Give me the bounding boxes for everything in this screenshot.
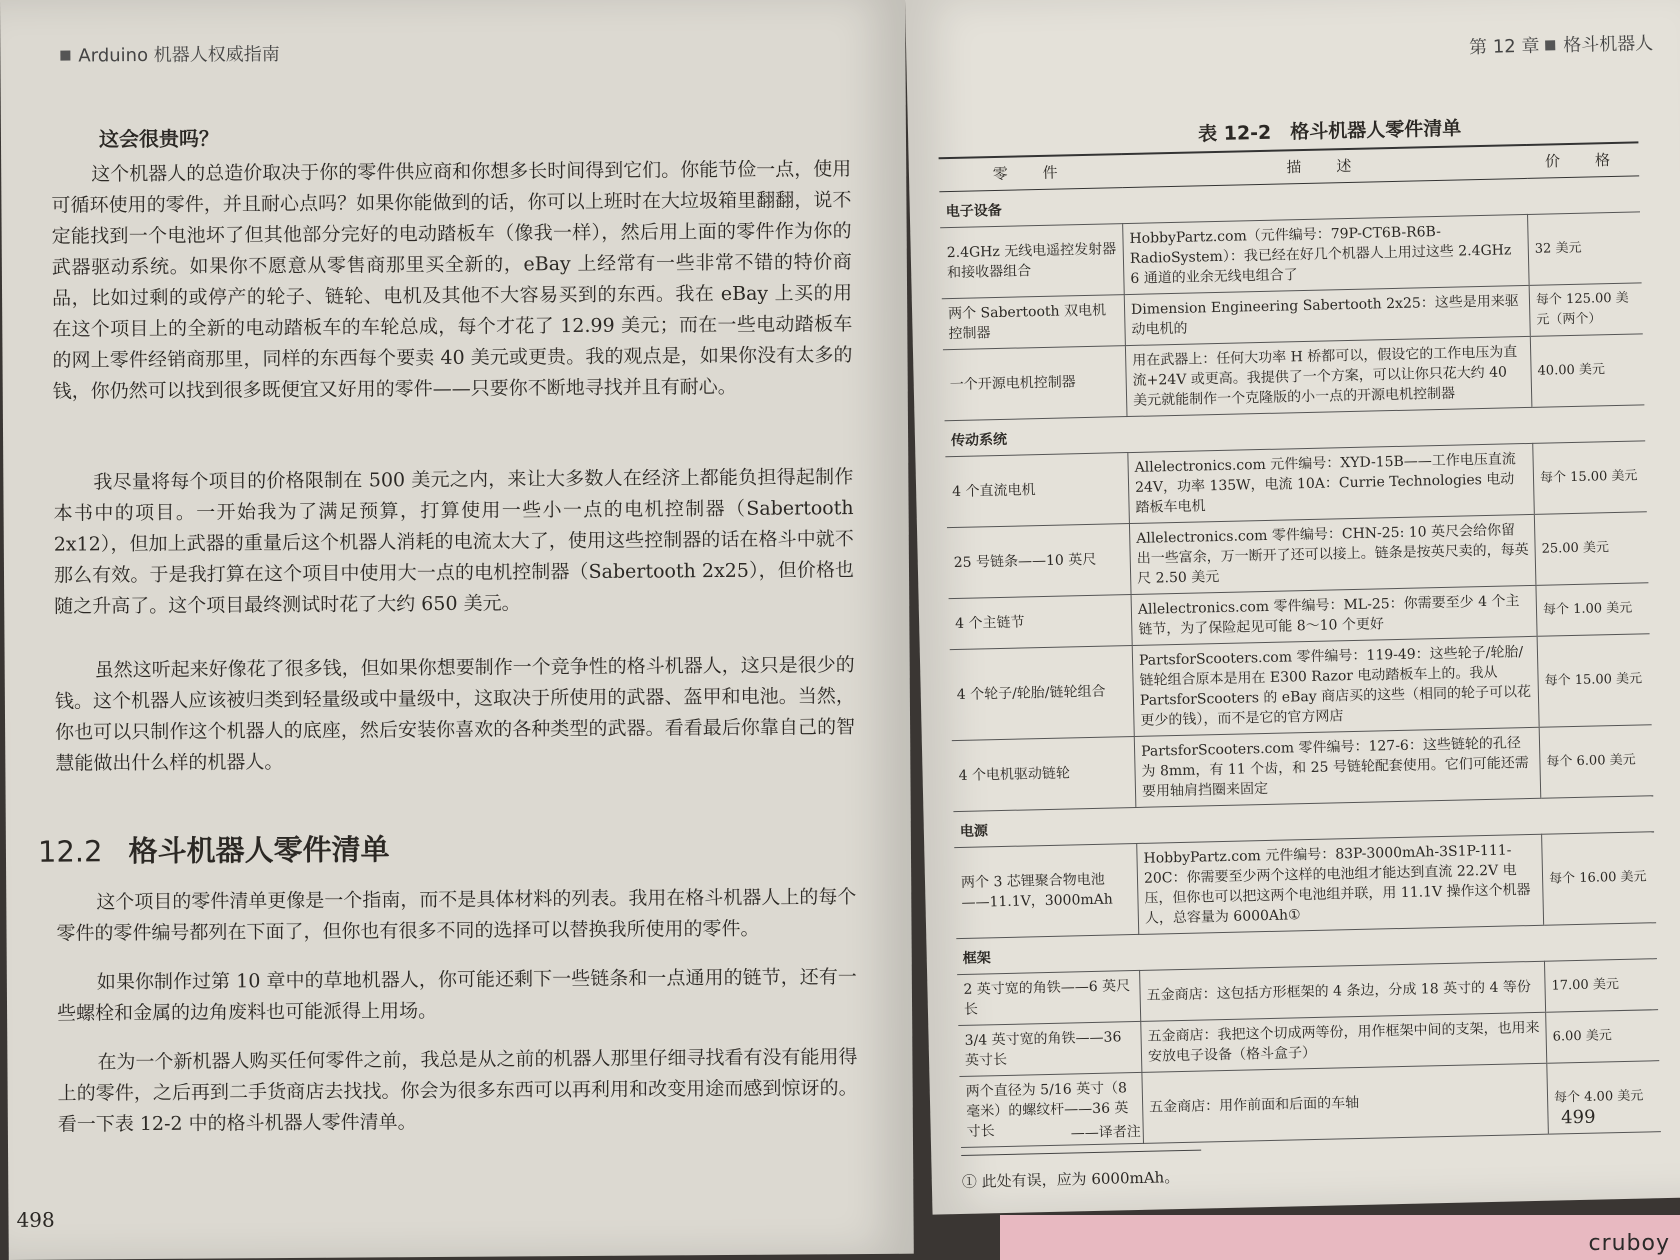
header-part: 零 件 [939,154,1122,192]
price-cell: 40.00 美元 [1530,334,1644,408]
price-cell: 每个 15.00 美元 [1537,634,1652,728]
price-cell: 32 美元 [1528,212,1642,286]
price-cell: 每个 4.00 美元 [1547,1061,1661,1135]
price-cell: 每个 125.00 美元（两个） [1529,283,1643,337]
part-cell: 4 个直流电机 [945,453,1129,528]
parts-table [939,141,1661,1148]
desc-cell: PartsforScooters.com 零件编号：127-6：这些链轮的孔径为 8mm，有 11 个齿，和 25 号链轮配套使用。它们可能还需要用轴肩挡圈来固定 [1134,727,1541,807]
desc-cell: Allelectronics.com 零件编号：CHN-25: 10 英尺会给你留出一些富余，万一断开了还可以接上。链条是按英尺卖的，每英尺 2.50 美元 [1129,514,1536,594]
footnote-rule [961,1150,1201,1156]
price-cell: 25.00 美元 [1534,512,1648,586]
category-label: 电子设备 [939,176,1640,228]
price-cell: 6.00 美元 [1546,1010,1660,1064]
paragraph: 在为一个新机器人购买任何零件之前，我总是从之前的机器人那里仔细寻找看有没有能用得上的零件，之后再到二手货商店去找找。你会为很多东西可以再利用和改变用途而感到惊讶的。看一下表 12-2 中的格斗机器人零件清单。 [57,1046,858,1136]
desc-cell: 五金商店：我把这个切成两等份，用作框架中间的支架，也用来安放电子设备（格斗盒子） [1141,1012,1547,1072]
table-row [959,1061,1660,1148]
desc-cell: 用在武器上：任何大功率 H 桥都可以，假设它的工作电压为直流+24V 或更高。我提供了一个方案，可以让你只花大约 40 美元就能制作一个克隆版的小一点的开源电机控制器 [1125,336,1532,416]
page-number: 498 [16,1207,55,1232]
part-cell: 一个开源电机控制器 [943,346,1127,421]
watermark: cruboy [1588,1231,1670,1256]
right-page [905,0,1680,1215]
paragraph: 我尽量将每个项目的价格限制在 500 美元之内，来让大多数人在经济上都能负担得起制作本书中的项目。一开始我为了满足预算，打算使用一些小一点的电机控制器（Sabertooth 2x12），但加上武器的重量后这个机器人消耗的电流太大了，使用这些控制器的话在格斗中就不那么有效。于是我打算在这个项目中使用大一点的电机控制器（Sabertooth 2x25），但价格也随之升高了。这个项目最终测试时花了大约 650 美元。 [53,466,855,618]
category-label: 传动系统 [945,405,1646,457]
page-number: 499 [1560,1106,1596,1129]
translator-note: ——译者注 [1070,1123,1141,1142]
desc-cell: 五金商店：用作前面和后面的车轴 [1142,1063,1549,1143]
section-heading: 12.2 格斗机器人零件清单 [37,832,390,869]
price-cell: 每个 16.00 美元 [1542,832,1657,926]
square-bullet-icon [1545,40,1555,50]
paragraph: 虽然这听起来好像花了很多钱，但如果你想要制作一个竞争性的格斗机器人，这只是很少的钱。这个机器人应该被归类到轻量级或中量级中，这取决于所使用的武器、盔甲和电池。当然，你也可以只制作这个机器人的底座，然后安装你喜欢的各种类型的武器。看看最后你靠自己的智慧能做出什么样的机器人。 [54,654,856,775]
square-bullet-icon [60,51,70,61]
section-question: 这会很贵吗？ [98,126,220,152]
paragraph: 这个项目的零件清单更像是一个指南，而不是具体材料的列表。我用在格斗机器人上的每个零件的零件编号都列在下面了，但你也有很多不同的选择可以替换我所使用的零件。 [56,886,857,945]
footnote: ① 此处有误，应为 6000mAh。 [961,1168,1180,1192]
paragraph: 这个机器人的总造价取决于你的零件供应商和你想多长时间得到它们。你能节俭一点，使用可循环使用的零件，并且耐心点吗？如果你能做到的话，你可以上班时在大垃圾箱里翻翻，说不定能找到一个电池坏了但其他部分完好的电动踏板车（像我一样），然后用上面的零件作为你的武器驱动系统。如果你不愿意从零售商那里买全新的，eBay 上经常有一些非常不错的特价商品，比如过剩的或停产的轮子、链轮、电机及其他不大容易买到的东西。我在 eBay 上买的用在这个项目上的全新的电动踏板车的车轮总成，每个才花了 12.99 美元；而在一些电动踏板车的网上零件经销商那里，同样的东西每个要卖 40 美元或更贵。我的观点是，如果你没有太多的钱，你仍然可以找到很多既便宜又好用的零件——只要你不断地寻找并且有耐心。 [51,158,853,403]
running-head-left: Arduino 机器人权威指南 [60,40,280,68]
table-title: 表 12-2 格斗机器人零件清单 [1197,117,1462,146]
paragraph: 如果你制作过第 10 章中的草地机器人，你可能还剩下一些链条和一点通用的链节，还有一些螺栓和金属的边角废料也可能派得上用场。 [57,966,857,1025]
desc-cell: Allelectronics.com 元件编号：XYD-15B——工作电压直流 24V，功率 135W，电流 10A：Currie Technologies 电动踏板车电机 [1128,443,1535,523]
table-row [954,832,1656,939]
table-row [950,634,1652,741]
desc-cell: HobbyPartz.com（元件编号：79P-CT6B-R6B-RadioSystem）：我已经在好几个机器人上用过这些 2.4GHz 6 通道的业余无线电组合了 [1123,214,1530,294]
price-cell: 每个 6.00 美元 [1539,725,1653,799]
price-cell: 每个 1.00 美元 [1536,583,1650,637]
part-cell: 4 个主链节 [949,595,1133,650]
desc-cell: HobbyPartz.com 元件编号：83P-3000mAh-3S1P-111-20C：你需要至少两个这样的电池组才能达到直流 22.2V 电压，但你也可以把这两个电池组并联，用 11.1V 操作这个机器人，总容量为 6000Ah① [1137,834,1544,934]
part-cell: 25 号链条——10 英尺 [947,524,1131,599]
price-cell: 每个 15.00 美元 [1533,441,1647,515]
desc-cell: 五金商店：这包括方形框架的 4 条边，分成 18 英寸的 4 等份 [1140,961,1546,1021]
part-cell: 4 个轮子/轮胎/链轮组合 [950,646,1135,741]
category-label: 框架 [956,923,1657,975]
background-fabric [1000,1215,1680,1260]
desc-cell: Dimension Engineering Sabertooth 2x25：这些是用来驱动电机的 [1124,285,1530,345]
parts-table-body [939,176,1661,1148]
desc-cell: PartsforScooters.com 零件编号：119-49：这些轮子/轮胎/链轮组合原本是用在 E300 Razor 电动踏板车上的。我从 PartsforScooters 的 eBay 商店买的这些（相同的轮子可以花更少的钱），而不是它的官方网店 [1132,636,1539,736]
category-label: 电源 [953,796,1654,848]
part-cell: 2.4GHz 无线电遥控发射器和接收器组合 [940,224,1124,299]
part-cell: 两个直径为 5/16 英寸（8 毫米）的螺纹杆——36 英寸长 [959,1072,1143,1147]
part-cell: 两个 3 芯锂聚合物电池——11.1V，3000mAh [954,843,1139,938]
part-cell: 两个 Sabertooth 双电机控制器 [942,295,1126,350]
part-cell: 2 英寸宽的角铁——6 英尺长 [957,970,1141,1025]
header-desc: 描 述 [1121,145,1527,188]
part-cell: 3/4 英寸宽的角铁——36 英寸长 [958,1021,1142,1076]
part-cell: 4 个电机驱动链轮 [952,736,1136,811]
price-cell: 17.00 美元 [1544,959,1658,1013]
header-price: 价 格 [1526,142,1639,178]
running-head-right: 第 12 章 格斗机器人 [1468,33,1654,59]
desc-cell: Allelectronics.com 零件编号：ML-25：你需要至少 4 个主链节，为了保险起见可能 8～10 个更好 [1131,585,1537,645]
